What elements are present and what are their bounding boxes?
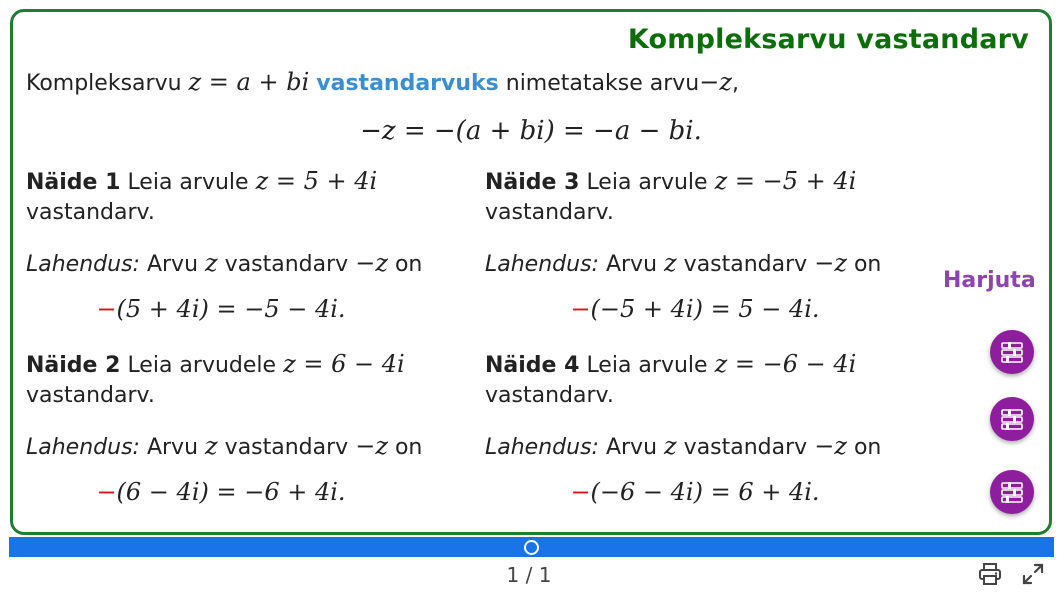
solution-z: z [664,249,677,277]
solution-text: Arvu [146,435,199,460]
solution-z: z [664,432,677,460]
example-z: z = 5 + 4i [255,167,378,195]
page-indicator [0,563,1058,587]
intro-prefix: Kompleksarvu [26,71,182,96]
result-minus: − [570,295,591,323]
result-rest: (−5 + 4i) = 5 − 4i. [590,295,820,323]
practice-button-1[interactable] [990,330,1034,374]
example-solution [485,431,925,463]
solution-neg-z: −z [355,249,388,277]
slide-card [10,9,1052,535]
practice-button-3[interactable] [990,470,1034,514]
intro-middle: nimetatakse arvu [505,71,700,96]
fullscreen-icon [1021,562,1045,586]
result-minus: − [96,295,117,323]
example-task: Leia arvule [586,170,708,195]
example-4 [485,349,925,509]
example-task-end: vastandarv. [26,383,155,408]
intro-keyword: vastandarvuks [316,71,499,96]
solution-label: Lahendus: [485,435,599,460]
result-rest: (−6 − 4i) = 6 + 4i. [590,478,820,506]
progress-knob[interactable] [524,540,539,555]
example-z: z = −6 − 4i [714,350,857,378]
main-equation [13,116,1049,146]
example-task-end: vastandarv. [485,383,614,408]
practice-button-2[interactable] [990,397,1034,441]
solution-z: z [205,249,218,277]
solution-label: Lahendus: [485,252,599,277]
solution-text: vastandarv [683,435,808,460]
exercise-icon [1000,408,1024,430]
example-solution [485,248,925,280]
exercise-icon [1000,481,1024,503]
example-result [485,294,925,326]
example-result [485,477,925,509]
result-rest: (5 + 4i) = −5 − 4i. [116,295,346,323]
print-icon [978,562,1002,586]
solution-neg-z: −z [814,432,847,460]
example-task: Leia arvudele [127,353,277,378]
intro-neg-z: −z [699,68,732,96]
exercise-icon [1000,341,1024,363]
print-button[interactable] [978,562,1002,590]
solution-text: Arvu [605,435,658,460]
example-title: Näide 2 [26,353,121,378]
solution-text: on [853,252,882,277]
page-separator: / [525,563,533,587]
solution-text: vastandarv [224,252,349,277]
intro-z-definition: z = a + bi [188,68,310,96]
solution-z: z [205,432,218,460]
example-solution [26,431,466,463]
page-total: 1 [538,563,552,587]
example-z: z = −5 + 4i [714,167,857,195]
example-task: Leia arvule [127,170,249,195]
solution-text: on [853,435,882,460]
solution-text: vastandarv [683,252,808,277]
solution-text: Arvu [146,252,199,277]
example-title: Näide 3 [485,170,580,195]
example-z: z = 6 − 4i [283,350,405,378]
solution-text: on [394,435,423,460]
page-current: 1 [506,563,520,587]
result-minus: − [570,478,591,506]
example-1 [26,166,466,326]
example-title: Näide 1 [26,170,121,195]
example-2 [26,349,466,509]
result-rest: (6 − 4i) = −6 + 4i. [116,478,346,506]
example-solution [26,248,466,280]
solution-label: Lahendus: [26,252,140,277]
slide-title: Kompleksarvu vastandarv [627,24,1029,55]
intro-text [26,68,739,96]
solution-neg-z: −z [814,249,847,277]
example-3 [485,166,925,326]
example-result [26,294,466,326]
example-task-end: vastandarv. [485,200,614,225]
solution-label: Lahendus: [26,435,140,460]
solution-text: Arvu [605,252,658,277]
example-title: Näide 4 [485,353,580,378]
solution-text: vastandarv [224,435,349,460]
practice-label: Harjuta [943,268,1036,293]
fullscreen-button[interactable] [1021,562,1045,590]
intro-comma: , [731,71,739,96]
main-equation-text: −z = −(a + bi) = −a − bi. [360,116,702,146]
result-minus: − [96,478,117,506]
example-result [26,477,466,509]
example-task-end: vastandarv. [26,200,155,225]
solution-text: on [394,252,423,277]
example-task: Leia arvule [586,353,708,378]
solution-neg-z: −z [355,432,388,460]
